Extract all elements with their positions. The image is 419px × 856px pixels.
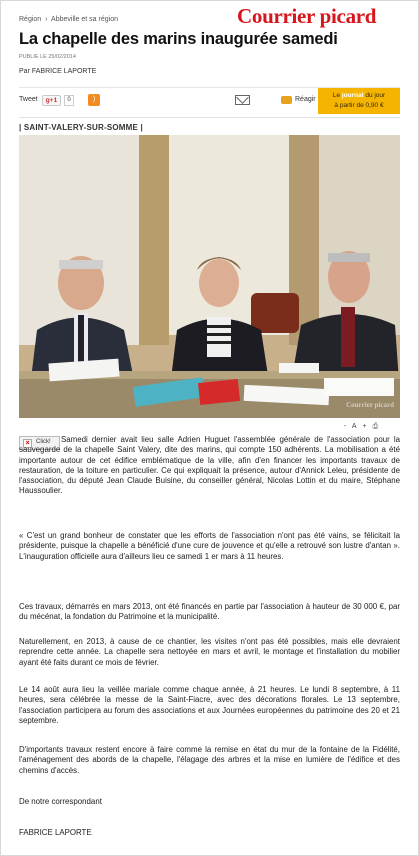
article-paragraph: Naturellement, en 2013, à cause de ce chantier, les visites n'ont pas été possibles, mais elle devraient reprendre cette année. La chapelle sera nettoyée en mars et avril, le montage et l'installation du mobilier ayant été faits durant ce mois de février. bbox=[19, 637, 400, 667]
text-size-icon[interactable]: A bbox=[351, 423, 357, 430]
gplus-button[interactable]: g+1 bbox=[42, 95, 61, 106]
journal-du-jour-button[interactable] bbox=[318, 88, 400, 114]
rss-icon[interactable]: ) bbox=[88, 94, 100, 106]
divider bbox=[19, 117, 400, 118]
close-icon[interactable]: × bbox=[23, 439, 32, 448]
mail-icon[interactable] bbox=[235, 95, 250, 105]
article-paragraph: Samedi dernier avait lieu salle Adrien Huguet l'assemblée générale de l'association pour la sauvegarde de la chapelle Saint Valery, dite des marins, qui compte 150 adhérents. La mobilisation a été importante autour de cet édifice emblématique de la ville, afin d'en financer les importants travaux de restauration, de la toiture en particulier. Ce qui expliquait la présence, autour d'Annick Leleu, présidente de l'association, du député Jean Claude Buisine, du conseiller général, Nicolas Lottin et du maire, Stéphane Haussoulier. bbox=[19, 435, 400, 496]
tweet-button[interactable]: Tweet bbox=[19, 96, 38, 103]
article-title: La chapelle des marins inaugurée samedi bbox=[19, 30, 338, 48]
article-signature: FABRICE LAPORTE bbox=[19, 828, 92, 837]
article-photo[interactable] bbox=[19, 135, 400, 418]
location-label: | SAINT-VALERY-SUR-SOMME | bbox=[19, 123, 143, 132]
text-smaller-button[interactable]: - bbox=[344, 423, 347, 430]
article-paragraph: Ces travaux, démarrés en mars 2013, ont été financés en partie par l'association à hauteur de 30 000 €, par du mécénat, la fondation du Patrimoine et la municipalité. bbox=[19, 602, 400, 622]
comment-icon[interactable] bbox=[281, 96, 292, 104]
text-larger-button[interactable]: + bbox=[362, 423, 367, 430]
site-logo[interactable]: Courrier picard bbox=[237, 4, 377, 28]
breadcrumb bbox=[19, 16, 120, 23]
journal-suffix: du jour bbox=[365, 92, 386, 99]
breadcrumb-home[interactable]: Région bbox=[19, 16, 42, 23]
share-toolbar bbox=[19, 87, 400, 113]
gplus-count: 0 bbox=[64, 95, 74, 106]
text-size-tools bbox=[344, 423, 382, 431]
author-line: Par FABRICE LAPORTE bbox=[19, 68, 97, 75]
article-paragraph: « C'est un grand bonheur de constater que les efforts de l'association n'ont pas été vains, se félicitait la présidente, puisque la chapelle a bénéficié d'une cure de jouvence et qu'elle a retrouvé son lustre d'antan ». L'inauguration officielle aura d'ailleurs lieu ce samedi 1 er mars à 11 heures. bbox=[19, 531, 400, 561]
breadcrumb-section[interactable]: Abbeville et sa région bbox=[51, 16, 118, 23]
photo-illustration bbox=[19, 135, 400, 418]
photo-watermark: Courrier picard bbox=[346, 401, 394, 409]
print-icon[interactable]: ⎙ bbox=[372, 423, 379, 430]
ad-label: Click! bbox=[36, 439, 51, 445]
publish-date: PUBLIE LE 25/02/2014 bbox=[19, 54, 76, 60]
journal-prefix: Le bbox=[332, 92, 341, 99]
journal-price: à partir de 0,90 € bbox=[334, 102, 384, 109]
correspondent-note: De notre correspondant bbox=[19, 797, 102, 806]
react-link[interactable]: Réagir bbox=[295, 96, 316, 103]
journal-word: journal bbox=[341, 92, 364, 99]
breadcrumb-separator: › bbox=[45, 16, 48, 23]
article-paragraph: D'importants travaux restent encore à faire comme la remise en état du mur de la fontaine de la Fidélité, l'aménagement des abords de la chapelle, l'élagage des arbres et la mise en lumière de l'édifice et des chemins d'accès. bbox=[19, 745, 400, 775]
article-paragraph: Le 14 août aura lieu la veillée mariale comme chaque année, à 21 heures. Le lundi 8 septembre, à 11 heures, sera célébrée la messe de la Saint-Fiacre, avec des décorations florales. Le 13 septembre, l'association participera au forum des associations et aux Journées européennes du patrimoine des 20 et 21 septembre. bbox=[19, 685, 400, 725]
